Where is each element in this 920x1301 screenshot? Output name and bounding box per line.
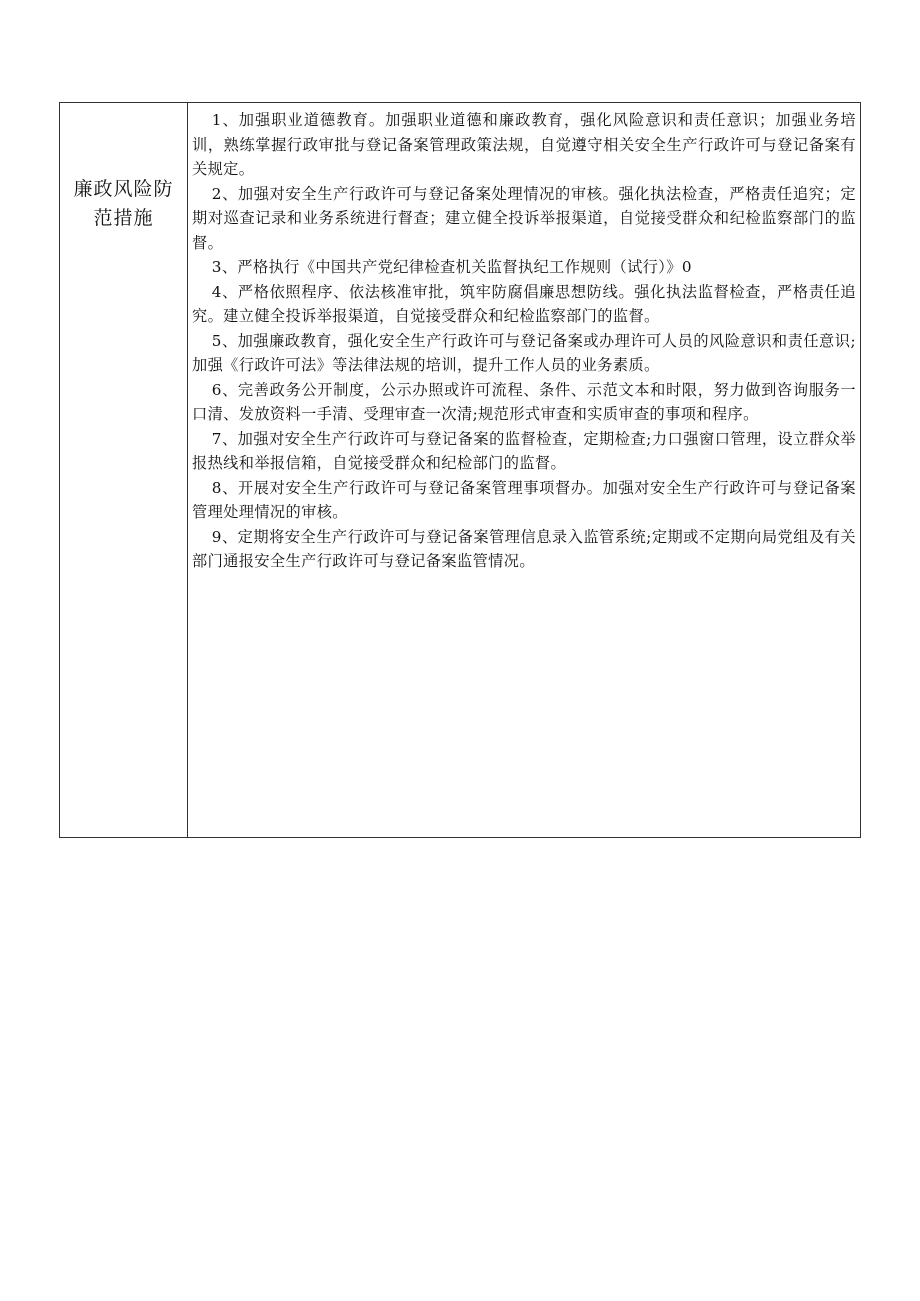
- measure-item-8: 8、开展对安全生产行政许可与登记备案管理事项督办。加强对安全生产行政许可与登记备案管理处理情况的审核。: [192, 478, 856, 521]
- measure-item-6: 6、完善政务公开制度，公示办照或许可流程、条件、示范文本和时限，努力做到咨询服务一口清、发放资料一手清、受理审查一次清;规范形式审查和实质审查的事项和程序。: [192, 380, 856, 423]
- measures-table: [59, 102, 861, 838]
- row-label-line-2: 范措施: [93, 207, 154, 229]
- measure-item-9: 9、定期将安全生产行政许可与登记备案管理信息录入监管系统;定期或不定期向局党组及有关部门通报安全生产行政许可与登记备案监管情况。: [192, 527, 856, 570]
- row-label-cell: [60, 103, 188, 837]
- row-label-line-1: 廉政风险防: [73, 178, 174, 200]
- measure-item-2: 2、加强对安全生产行政许可与登记备案处理情况的审核。强化执法检查，严格责任追究；定期对巡查记录和业务系统进行督查；建立健全投诉举报渠道，自觉接受群众和纪检监察部门的监督。: [192, 184, 856, 252]
- measure-item-1: 1、加强职业道德教育。加强职业道德和廉政教育，强化风险意识和责任意识；加强业务培训，熟练掌握行政审批与登记备案管理政策法规，自觉遵守相关安全生产行政许可与登记备案有关规定。: [192, 111, 856, 178]
- measure-item-3: 3、严格执行《中国共产党纪律检查机关监督执纪工作规则（试行）》0: [211, 258, 692, 276]
- measure-item-5: 5、加强廉政教育，强化安全生产行政许可与登记备案或办理许可人员的风险意识和责任意识;加强《行政许可法》等法律法规的培训，提升工作人员的业务素质。: [192, 331, 856, 374]
- measure-item-7: 7、加强对安全生产行政许可与登记备案的监督检查，定期检查;力口强窗口管理，设立群众举报热线和举报信箱，自觉接受群众和纪检部门的监督。: [192, 429, 856, 472]
- measure-item-4: 4、严格依照程序、依法核准审批，筑牢防腐倡廉思想防线。强化执法监督检查，严格责任追究。建立健全投诉举报渠道，自觉接受群众和纪检监察部门的监督。: [192, 282, 856, 325]
- measures-content-cell: [188, 103, 860, 837]
